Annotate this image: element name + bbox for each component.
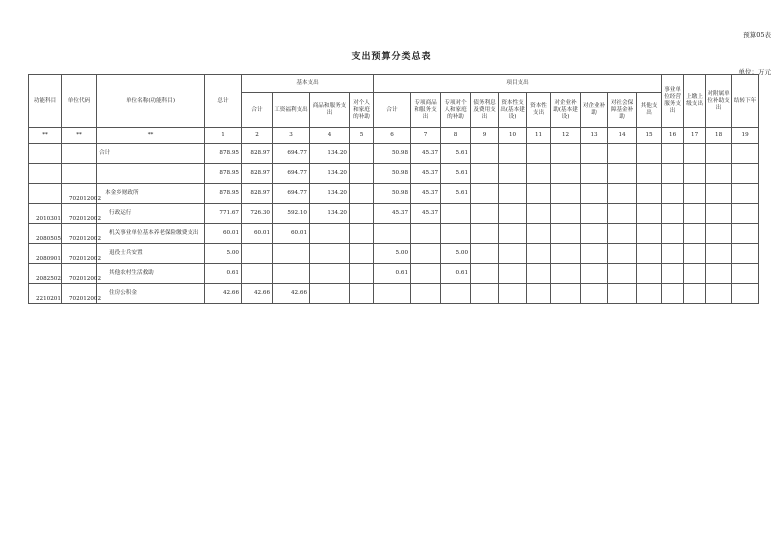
amount-cell	[527, 284, 551, 304]
amount-cell	[411, 264, 441, 284]
amount-cell	[637, 264, 662, 284]
amount-cell	[441, 224, 471, 244]
amount-cell	[471, 284, 499, 304]
header-unit-name: 单位名称(功能科目)	[97, 75, 205, 128]
amount-cell	[662, 284, 684, 304]
amount-cell: 694.77	[273, 184, 310, 204]
header-basic-col: 商品和服务支出	[310, 93, 350, 128]
amount-cell	[684, 184, 706, 204]
amount-cell: 0.61	[374, 264, 411, 284]
amount-cell	[637, 204, 662, 224]
header-project-group: 项目支出	[374, 75, 662, 93]
amount-cell	[732, 164, 759, 184]
unit-name-cell: 退役士兵安置	[97, 244, 205, 264]
amount-cell	[684, 284, 706, 304]
amount-cell: 42.66	[242, 284, 273, 304]
amount-cell: 42.66	[205, 284, 242, 304]
amount-cell	[499, 284, 527, 304]
amount-cell: 45.37	[411, 144, 441, 164]
amount-cell: 878.95	[205, 184, 242, 204]
amount-cell	[273, 244, 310, 264]
amount-cell	[637, 244, 662, 264]
amount-cell: 828.97	[242, 184, 273, 204]
table-row	[29, 204, 759, 224]
func-subject-cell: 2010301	[29, 204, 62, 224]
unit-code-cell: 702012002	[62, 184, 97, 204]
amount-cell	[608, 244, 637, 264]
amount-cell	[310, 244, 350, 264]
amount-cell: 5.00	[374, 244, 411, 264]
amount-cell	[527, 184, 551, 204]
amount-cell	[732, 264, 759, 284]
index-row	[29, 128, 759, 144]
header-project-col: 专项商品和服务支出	[411, 93, 441, 128]
header-project-col: 债务利息及费用支出	[471, 93, 499, 128]
header-business-unit: 事业单位经营服务支出	[662, 75, 684, 128]
amount-cell: 694.77	[273, 144, 310, 164]
func-subject-cell: 2080505	[29, 224, 62, 244]
unit-code-cell: 702012002	[62, 224, 97, 244]
amount-cell	[608, 284, 637, 304]
amount-cell	[637, 184, 662, 204]
amount-cell	[581, 144, 608, 164]
table-row	[29, 164, 759, 184]
amount-cell: 726.30	[242, 204, 273, 224]
amount-cell	[581, 204, 608, 224]
table-row	[29, 264, 759, 284]
amount-cell: 45.37	[374, 204, 411, 224]
amount-cell	[471, 184, 499, 204]
index-cell: 9	[471, 128, 499, 144]
amount-cell	[706, 244, 732, 264]
index-cell: 2	[242, 128, 273, 144]
amount-cell	[732, 244, 759, 264]
table-row	[29, 144, 759, 164]
budget-table	[28, 74, 759, 304]
amount-cell	[527, 244, 551, 264]
amount-cell	[350, 164, 374, 184]
amount-cell	[499, 244, 527, 264]
amount-cell: 45.37	[411, 184, 441, 204]
header-total: 总计	[205, 75, 242, 128]
index-cell: 11	[527, 128, 551, 144]
amount-cell	[662, 264, 684, 284]
amount-cell	[471, 164, 499, 184]
unit-code-cell	[62, 144, 97, 164]
index-cell: 17	[684, 128, 706, 144]
index-cell: 5	[350, 128, 374, 144]
amount-cell: 50.98	[374, 144, 411, 164]
amount-cell	[350, 224, 374, 244]
amount-cell	[706, 224, 732, 244]
amount-cell	[551, 204, 581, 224]
amount-cell	[350, 244, 374, 264]
amount-cell: 878.95	[205, 144, 242, 164]
amount-cell: 694.77	[273, 164, 310, 184]
header-project-col: 专项对个人和家庭的补助	[441, 93, 471, 128]
amount-cell	[637, 224, 662, 244]
amount-cell	[706, 184, 732, 204]
header-basic-col: 工资福利支出	[273, 93, 310, 128]
header-project-col: 对企业补助	[581, 93, 608, 128]
amount-cell	[662, 224, 684, 244]
amount-cell	[310, 284, 350, 304]
amount-cell	[637, 164, 662, 184]
unit-label: 单位：万元	[738, 68, 771, 76]
amount-cell	[242, 244, 273, 264]
amount-cell: 878.95	[205, 164, 242, 184]
table-row	[29, 224, 759, 244]
header-carry: 结转下年	[732, 75, 759, 128]
amount-cell	[684, 164, 706, 184]
func-subject-cell	[29, 144, 62, 164]
amount-cell	[374, 224, 411, 244]
amount-cell	[732, 144, 759, 164]
amount-cell	[441, 284, 471, 304]
unit-code-cell: 702012002	[62, 204, 97, 224]
amount-cell: 42.66	[273, 284, 310, 304]
amount-cell	[411, 284, 441, 304]
amount-cell: 5.61	[441, 144, 471, 164]
amount-cell	[310, 224, 350, 244]
amount-cell	[706, 284, 732, 304]
amount-cell	[499, 204, 527, 224]
header-project-col: 对企业补助(基本建设)	[551, 93, 581, 128]
unit-name-cell: 住房公积金	[97, 284, 205, 304]
amount-cell	[662, 244, 684, 264]
amount-cell	[662, 184, 684, 204]
amount-cell	[637, 144, 662, 164]
amount-cell	[471, 264, 499, 284]
amount-cell	[471, 144, 499, 164]
amount-cell	[310, 264, 350, 284]
amount-cell: 134.20	[310, 164, 350, 184]
header-project-col: 其他支出	[637, 93, 662, 128]
amount-cell	[608, 224, 637, 244]
unit-name-cell: 本金乡财政所	[97, 184, 205, 204]
amount-cell	[706, 264, 732, 284]
amount-cell	[581, 284, 608, 304]
header-project-col: 对社会保障基金补助	[608, 93, 637, 128]
index-cell: 19	[732, 128, 759, 144]
index-cell: 14	[608, 128, 637, 144]
unit-name-cell: 合计	[97, 144, 205, 164]
form-code: 预算05表	[743, 31, 771, 39]
func-subject-cell: 2210201	[29, 284, 62, 304]
index-cell: **	[29, 128, 62, 144]
unit-name-cell	[97, 164, 205, 184]
header-basic-col: 合计	[242, 93, 273, 128]
unit-code-cell: 702012002	[62, 244, 97, 264]
amount-cell	[551, 184, 581, 204]
amount-cell	[350, 184, 374, 204]
amount-cell	[706, 204, 732, 224]
amount-cell	[608, 204, 637, 224]
amount-cell	[732, 204, 759, 224]
amount-cell	[684, 264, 706, 284]
index-cell: **	[97, 128, 205, 144]
amount-cell: 60.01	[273, 224, 310, 244]
func-subject-cell: 2080901	[29, 244, 62, 264]
unit-name-cell: 机关事业单位基本养老保险缴费支出	[97, 224, 205, 244]
amount-cell	[581, 264, 608, 284]
amount-cell	[471, 204, 499, 224]
amount-cell: 134.20	[310, 144, 350, 164]
amount-cell	[499, 144, 527, 164]
amount-cell	[527, 164, 551, 184]
amount-cell	[499, 164, 527, 184]
amount-cell	[581, 184, 608, 204]
amount-cell	[411, 224, 441, 244]
index-cell: 16	[662, 128, 684, 144]
index-cell: 6	[374, 128, 411, 144]
amount-cell	[527, 264, 551, 284]
amount-cell	[374, 284, 411, 304]
func-subject-cell: 2082502	[29, 264, 62, 284]
amount-cell	[732, 284, 759, 304]
amount-cell	[471, 224, 499, 244]
amount-cell	[732, 224, 759, 244]
amount-cell: 0.61	[205, 264, 242, 284]
table-row	[29, 184, 759, 204]
func-subject-cell	[29, 184, 62, 204]
amount-cell	[411, 244, 441, 264]
amount-cell	[684, 244, 706, 264]
amount-cell: 828.97	[242, 164, 273, 184]
amount-cell	[551, 144, 581, 164]
table-row	[29, 244, 759, 264]
amount-cell	[581, 164, 608, 184]
amount-cell	[551, 284, 581, 304]
amount-cell: 771.67	[205, 204, 242, 224]
header-unit-code: 单位代码	[62, 75, 97, 128]
amount-cell	[350, 204, 374, 224]
amount-cell	[350, 284, 374, 304]
amount-cell	[706, 144, 732, 164]
amount-cell: 45.37	[411, 164, 441, 184]
amount-cell: 5.61	[441, 164, 471, 184]
table-body	[29, 128, 759, 304]
func-subject-cell	[29, 164, 62, 184]
amount-cell	[551, 264, 581, 284]
amount-cell: 134.20	[310, 184, 350, 204]
amount-cell	[732, 184, 759, 204]
index-cell: 3	[273, 128, 310, 144]
amount-cell: 5.61	[441, 184, 471, 204]
amount-cell	[350, 264, 374, 284]
amount-cell	[608, 264, 637, 284]
amount-cell	[684, 204, 706, 224]
index-cell: 4	[310, 128, 350, 144]
amount-cell: 592.10	[273, 204, 310, 224]
amount-cell	[608, 144, 637, 164]
amount-cell	[551, 224, 581, 244]
header-project-col: 资本性支出(基本建设)	[499, 93, 527, 128]
header-basic-group: 基本支出	[242, 75, 374, 93]
amount-cell: 0.61	[441, 264, 471, 284]
table-row	[29, 284, 759, 304]
index-cell: 13	[581, 128, 608, 144]
unit-code-cell: 702012002	[62, 264, 97, 284]
amount-cell	[551, 164, 581, 184]
amount-cell	[441, 204, 471, 224]
amount-cell: 60.01	[242, 224, 273, 244]
amount-cell	[350, 144, 374, 164]
amount-cell	[662, 204, 684, 224]
header-project-col: 合计	[374, 93, 411, 128]
unit-name-cell: 行政运行	[97, 204, 205, 224]
header-project-col: 资本性支出	[527, 93, 551, 128]
unit-code-cell: 702012002	[62, 284, 97, 304]
amount-cell	[527, 204, 551, 224]
amount-cell: 50.98	[374, 184, 411, 204]
amount-cell	[499, 224, 527, 244]
index-cell: 18	[706, 128, 732, 144]
amount-cell	[662, 164, 684, 184]
amount-cell	[242, 264, 273, 284]
amount-cell	[581, 244, 608, 264]
amount-cell	[608, 184, 637, 204]
header-subsidy: 对附属单位补助支出	[706, 75, 732, 128]
header-basic-col: 对个人和家庭的补助	[350, 93, 374, 128]
index-cell: 12	[551, 128, 581, 144]
amount-cell: 5.00	[205, 244, 242, 264]
amount-cell	[499, 184, 527, 204]
index-cell: 1	[205, 128, 242, 144]
amount-cell	[273, 264, 310, 284]
unit-name-cell: 其他农村生活救助	[97, 264, 205, 284]
amount-cell: 134.20	[310, 204, 350, 224]
amount-cell: 60.01	[205, 224, 242, 244]
index-cell: 10	[499, 128, 527, 144]
amount-cell	[499, 264, 527, 284]
index-cell: 8	[441, 128, 471, 144]
amount-cell	[684, 144, 706, 164]
amount-cell	[637, 284, 662, 304]
amount-cell	[581, 224, 608, 244]
amount-cell	[684, 224, 706, 244]
amount-cell: 45.37	[411, 204, 441, 224]
page-title: 支出预算分类总表	[351, 52, 432, 62]
amount-cell	[551, 244, 581, 264]
header-turn-in: 上缴上级支出	[684, 75, 706, 128]
amount-cell	[608, 164, 637, 184]
index-cell: **	[62, 128, 97, 144]
index-cell: 15	[637, 128, 662, 144]
amount-cell: 50.98	[374, 164, 411, 184]
amount-cell: 5.00	[441, 244, 471, 264]
amount-cell	[706, 164, 732, 184]
amount-cell: 828.97	[242, 144, 273, 164]
amount-cell	[662, 144, 684, 164]
amount-cell	[527, 224, 551, 244]
amount-cell	[471, 244, 499, 264]
amount-cell	[527, 144, 551, 164]
unit-code-cell	[62, 164, 97, 184]
index-cell: 7	[411, 128, 441, 144]
header-func-subject: 功能科目	[29, 75, 62, 128]
